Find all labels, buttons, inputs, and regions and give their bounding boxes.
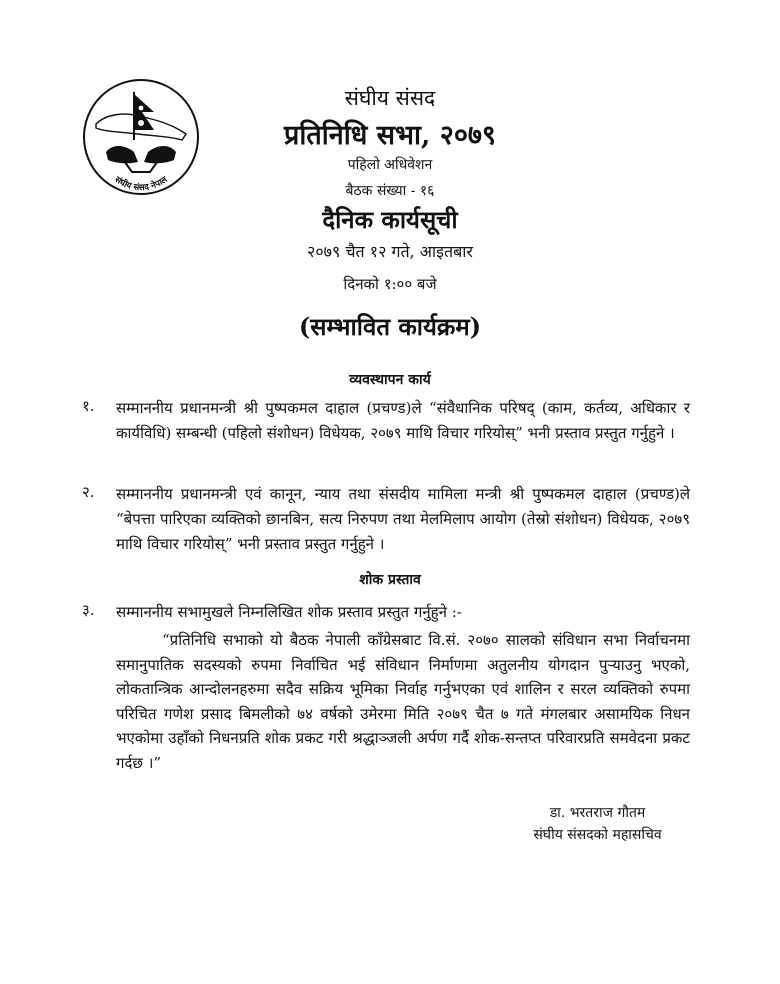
agenda-title: दैनिक कार्यसूची <box>322 205 458 234</box>
emblem-arc-text: संघीय संसद नेपाल <box>112 174 170 194</box>
agenda-date: २०७९ चैत १२ गते, आइतबार <box>307 242 473 261</box>
agenda-subtitle: (सम्भावित कार्यक्रम) <box>298 312 482 341</box>
item-text: सम्माननीय प्रधानमन्त्री श्री पुष्पकमल दाहाल (प्रचण्ड)ले “संवैधानिक परिषद् (काम, कर्तव्य, अधिकार र कार्यविधि) सम्बन्धी (पहिलो संशोधन) विधेयक, २०७९ माथि विचार गरियोस्” भनी प्रस्ताव प्रस्तुत गर्नुहुने । <box>116 399 690 442</box>
parliament-name: संघीय संसद <box>344 86 436 110</box>
item-number: २. <box>82 483 95 501</box>
svg-text:संघीय संसद नेपाल <box>112 174 170 194</box>
agenda-time: दिनको १:०० बजे <box>343 275 437 293</box>
section-title-legislation: व्यवस्थापन कार्य <box>349 372 431 388</box>
meeting-number: बैठक संख्या - १६ <box>345 183 435 199</box>
condolence-quote: “प्रतिनिधि सभाको यो बैठक नेपाली काँग्रेसबाट वि.सं. २०७० सालको संविधान सभा निर्वाचनमा समानुपातिक सदस्यको रुपमा निर्वाचित भई संविधान निर्माणमा अतुलनीय योगदान पुऱ्याउनु भएको, लोकतान्त्रिक आन्दोलनहरुमा सदैव सक्रिय भूमिका निर्वाह गर्नुभएका एवं शालिन र सरल व्यक्तिको रुपमा परिचित गणेश प्रसाद बिमलीको ७४ वर्षको उमेरमा मिति २०७९ चैत ७ गते मंगलबार असामयिक निधन भएकोमा उहाँको निधनप्रति शोक प्रकट गरी श्रद्धाञ्जली अर्पण गर्दै शोक-सन्तप्त परिवारप्रति समवेदना प्रकट गर्दछ ।” <box>116 631 690 772</box>
house-title: प्रतिनिधि सभा, २०७९ <box>284 120 496 151</box>
item-text: सम्माननीय सभामुखले निम्नलिखित शोक प्रस्ताव प्रस्तुत गर्नुहुने :- <box>116 603 462 621</box>
item-number: ३. <box>82 601 95 619</box>
signatory-title: संघीय संसदको महासचिव <box>533 827 662 843</box>
section-title-condolence: शोक प्रस्ताव <box>359 572 421 588</box>
parliament-emblem-icon <box>82 78 200 196</box>
item-number: १. <box>82 397 95 415</box>
signatory-name: डा. भरतराज गौतम <box>549 805 646 821</box>
item-text: सम्माननीय प्रधानमन्त्री एवं कानून, न्याय तथा संसदीय मामिला मन्त्री श्री पुष्पकमल दाहाल (प्रचण्ड)ले “बेपत्ता पारिएका व्यक्तिको छानबिन, सत्य निरुपण तथा मेलमिलाप आयोग (तेस्रो संशोधन) विधेयक, २०७९ माथि विचार गरियोस्” भनी प्रस्ताव प्रस्तुत गर्नुहुने । <box>116 485 690 553</box>
session-label: पहिलो अधिवेशन <box>347 157 433 173</box>
